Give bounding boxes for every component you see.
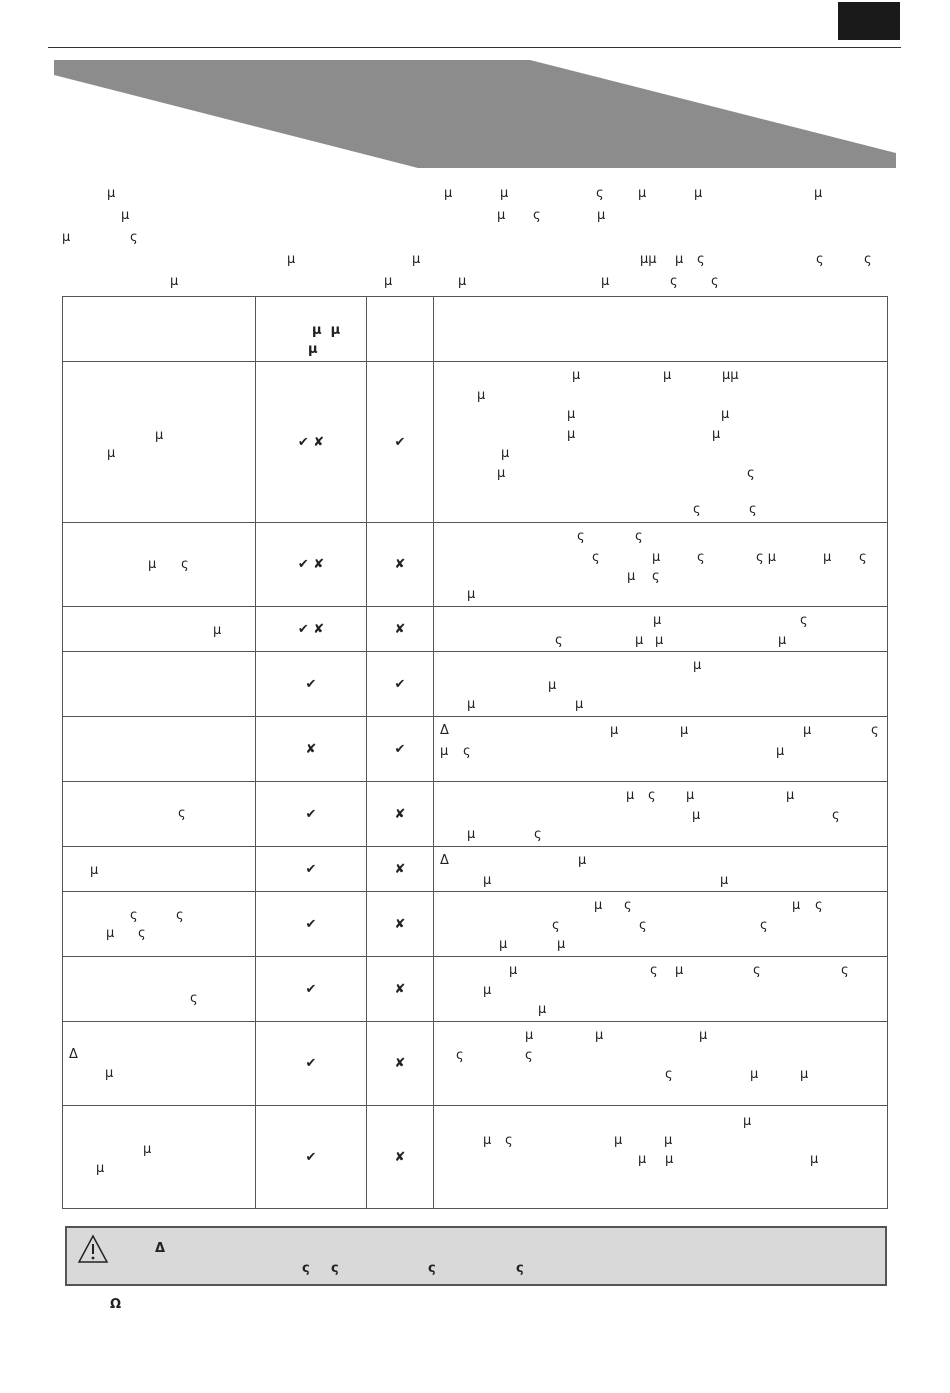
row-text: ς	[130, 908, 138, 923]
intro-frag: μμ	[640, 252, 657, 267]
desc-text: ς	[832, 808, 840, 823]
row-label-cell	[63, 607, 256, 652]
desc-text: ς	[555, 633, 563, 648]
desc-text: ς	[693, 502, 701, 517]
desc-text: μ	[477, 388, 486, 403]
support-mark-a: ✔ ✘	[256, 607, 367, 652]
row-text: ς	[138, 926, 146, 941]
desc-text: μ	[440, 744, 449, 759]
row-label-cell	[63, 892, 256, 957]
desc-text: μ	[664, 1133, 673, 1148]
row-text: μ	[213, 623, 222, 638]
row-description-cell	[434, 892, 888, 957]
support-mark-a: ✔	[256, 782, 367, 847]
desc-text: μ	[610, 723, 619, 738]
desc-text: μ	[663, 368, 672, 383]
intro-frag: μ	[444, 186, 453, 201]
header-cell	[434, 297, 888, 362]
desc-text: μ	[750, 1067, 759, 1082]
row-label-cell	[63, 717, 256, 782]
support-mark-a: ✔	[256, 1022, 367, 1106]
intro-frag: μ	[121, 208, 130, 223]
desc-text: ς	[635, 529, 643, 544]
intro-frag: μ	[170, 274, 179, 289]
desc-text: μ	[810, 1152, 819, 1167]
intro-frag: μ	[62, 230, 71, 245]
row-description-cell	[434, 847, 888, 892]
support-mark-b: ✘	[367, 607, 434, 652]
desc-text: μ	[712, 427, 721, 442]
support-mark-b: ✘	[367, 847, 434, 892]
desc-text: μ	[692, 808, 701, 823]
intro-frag: μ	[497, 208, 506, 223]
table-row	[63, 362, 888, 523]
desc-text: ς	[592, 550, 600, 565]
row-label-cell	[63, 957, 256, 1022]
desc-text: μ	[626, 788, 635, 803]
desc-text: μ	[557, 937, 566, 952]
warning-box	[65, 1226, 887, 1286]
desc-text: μ	[720, 873, 729, 888]
intro-frag: μ	[287, 252, 296, 267]
row-label-cell	[63, 1106, 256, 1209]
header-cell	[63, 297, 256, 362]
intro-frag: μ	[458, 274, 467, 289]
desc-text: ς	[753, 963, 761, 978]
desc-text: ς μ	[756, 550, 777, 565]
desc-text: μ	[776, 744, 785, 759]
desc-text: ς	[505, 1133, 513, 1148]
row-text: μ	[105, 1066, 114, 1081]
desc-text: μ	[497, 466, 506, 481]
desc-text: μ	[778, 633, 787, 648]
intro-frag: μ	[107, 186, 116, 201]
table-header-row	[63, 297, 888, 362]
desc-text: μ	[483, 873, 492, 888]
desc-text: μ	[525, 1028, 534, 1043]
row-text: ς	[176, 908, 184, 923]
warning-triangle-icon	[77, 1234, 109, 1264]
desc-text: μ	[721, 407, 730, 422]
intro-frag: μ	[675, 252, 684, 267]
row-label-cell	[63, 523, 256, 607]
intro-frag: μ	[814, 186, 823, 201]
desc-text: μ	[499, 937, 508, 952]
intro-frag: μ	[412, 252, 421, 267]
intro-frag: μ	[694, 186, 703, 201]
section-banner	[54, 60, 896, 168]
table-row	[63, 607, 888, 652]
row-description-cell	[434, 1106, 888, 1209]
intro-frag: μ	[384, 274, 393, 289]
intro-frag: ς	[816, 252, 824, 267]
table-row	[63, 523, 888, 607]
row-description-cell	[434, 652, 888, 717]
warning-text: ς	[516, 1261, 524, 1276]
row-description-cell	[434, 782, 888, 847]
desc-text: ς	[639, 918, 647, 933]
row-description-cell	[434, 362, 888, 523]
support-mark-b: ✘	[367, 1022, 434, 1106]
desc-text: ς	[749, 502, 757, 517]
desc-text: ς	[552, 918, 560, 933]
support-mark-b: ✘	[367, 782, 434, 847]
desc-text: μ	[680, 723, 689, 738]
row-text: ς	[178, 806, 186, 821]
support-mark-b: ✘	[367, 1106, 434, 1209]
row-text: μ	[148, 557, 157, 572]
desc-text: ς	[650, 963, 658, 978]
support-mark-a: ✔	[256, 957, 367, 1022]
intro-frag: μ	[638, 186, 647, 201]
warning-text: ς	[331, 1261, 339, 1276]
support-mark-b: ✔	[367, 362, 434, 523]
desc-text: μ	[467, 827, 476, 842]
warning-text: ς	[428, 1261, 436, 1276]
desc-text: μ	[686, 788, 695, 803]
support-mark-b: ✘	[367, 957, 434, 1022]
desc-text: ς	[871, 723, 879, 738]
support-mark-b: ✘	[367, 523, 434, 607]
desc-text: μ	[567, 407, 576, 422]
table-row	[63, 847, 888, 892]
support-mark-a: ✔	[256, 892, 367, 957]
support-mark-a: ✘	[256, 717, 367, 782]
desc-text: μ	[743, 1114, 752, 1129]
intro-frag: μ	[500, 186, 509, 201]
row-text: μ	[96, 1161, 105, 1176]
row-text: μ	[90, 863, 99, 878]
desc-text: μ	[467, 587, 476, 602]
intro-frag: ς	[596, 186, 604, 201]
desc-text: μ	[578, 853, 587, 868]
desc-text: μ	[675, 963, 684, 978]
desc-text: ς	[577, 529, 585, 544]
header-cell	[367, 297, 434, 362]
desc-text: ς	[665, 1067, 673, 1082]
warning-text: Δ	[155, 1241, 166, 1256]
desc-text: μμ	[722, 368, 739, 383]
intro-frag: μ	[597, 208, 606, 223]
row-text: μ	[155, 428, 164, 443]
table-row	[63, 892, 888, 957]
desc-text: μ	[548, 678, 557, 693]
intro-frag: ς	[670, 274, 678, 289]
row-text: ς	[190, 991, 198, 1006]
desc-text: ς	[463, 744, 471, 759]
desc-text: ς	[760, 918, 768, 933]
support-mark-a: ✔ ✘	[256, 362, 367, 523]
desc-text: ς	[859, 550, 867, 565]
desc-text: μ	[635, 633, 644, 648]
desc-text: μ	[653, 613, 662, 628]
desc-text: μ	[501, 446, 510, 461]
table-row	[63, 1022, 888, 1106]
support-mark-b: ✔	[367, 652, 434, 717]
desc-text: μ	[575, 697, 584, 712]
intro-frag: ς	[864, 252, 872, 267]
intro-frag: ς	[533, 208, 541, 223]
desc-text: ς	[841, 963, 849, 978]
row-text: μ	[143, 1142, 152, 1157]
desc-text: μ	[627, 569, 636, 584]
desc-text: μ	[509, 963, 518, 978]
desc-text: Δ	[440, 853, 449, 868]
desc-text: ς	[800, 613, 808, 628]
desc-text: μ	[803, 723, 812, 738]
intro-frag: ς	[697, 252, 705, 267]
footer-note: Ω	[110, 1297, 122, 1312]
desc-text: μ	[467, 697, 476, 712]
table-row	[63, 957, 888, 1022]
desc-text: Δ	[440, 723, 449, 738]
row-description-cell	[434, 607, 888, 652]
intro-frag: μ	[601, 274, 610, 289]
row-label-cell	[63, 847, 256, 892]
desc-text: μ	[483, 1133, 492, 1148]
page-number-badge	[838, 2, 900, 40]
support-mark-b: ✔	[367, 717, 434, 782]
support-mark-a: ✔ ✘	[256, 523, 367, 607]
row-text: μ	[106, 926, 115, 941]
support-mark-a: ✔	[256, 847, 367, 892]
row-label-cell	[63, 782, 256, 847]
header-cell	[256, 297, 367, 362]
row-description-cell	[434, 523, 888, 607]
row-label-cell	[63, 362, 256, 523]
row-text: ς	[181, 557, 189, 572]
desc-text: μ	[693, 658, 702, 673]
desc-text: ς	[456, 1048, 464, 1063]
intro-frag: ς	[130, 230, 138, 245]
desc-text: ς	[697, 550, 705, 565]
table-row	[63, 782, 888, 847]
support-mark-b: ✘	[367, 892, 434, 957]
desc-text: μ	[594, 898, 603, 913]
warning-text: ς	[302, 1261, 310, 1276]
desc-text: μ	[652, 550, 661, 565]
row-label-cell	[63, 652, 256, 717]
support-mark-a: ✔	[256, 652, 367, 717]
table-row	[63, 1106, 888, 1209]
feature-table	[62, 296, 888, 1209]
desc-text: μ	[792, 898, 801, 913]
desc-text: ς	[652, 569, 660, 584]
table-row	[63, 652, 888, 717]
row-label-cell	[63, 1022, 256, 1106]
row-description-cell	[434, 717, 888, 782]
header-text: μ μ	[312, 323, 341, 338]
desc-text: μ	[823, 550, 832, 565]
desc-text: ς	[648, 788, 656, 803]
row-description-cell	[434, 957, 888, 1022]
header-rule	[48, 47, 901, 48]
desc-text: μ	[800, 1067, 809, 1082]
desc-text: μ	[572, 368, 581, 383]
desc-text: μ	[614, 1133, 623, 1148]
desc-text: ς	[624, 898, 632, 913]
header-text: μ	[308, 342, 318, 357]
desc-text: μ	[567, 427, 576, 442]
row-text: μ	[107, 446, 116, 461]
desc-text: μ	[595, 1028, 604, 1043]
desc-text: μ	[638, 1152, 647, 1167]
support-mark-a: ✔	[256, 1106, 367, 1209]
row-description-cell	[434, 1022, 888, 1106]
row-text: Δ	[69, 1047, 78, 1062]
table-row	[63, 717, 888, 782]
desc-text: μ	[699, 1028, 708, 1043]
desc-text: μ	[655, 633, 664, 648]
desc-text: ς	[747, 466, 755, 481]
desc-text: ς	[525, 1048, 533, 1063]
desc-text: ς	[815, 898, 823, 913]
desc-text: μ	[538, 1002, 547, 1017]
desc-text: μ	[665, 1152, 674, 1167]
desc-text: μ	[786, 788, 795, 803]
intro-frag: ς	[711, 274, 719, 289]
desc-text: ς	[534, 827, 542, 842]
desc-text: μ	[483, 983, 492, 998]
